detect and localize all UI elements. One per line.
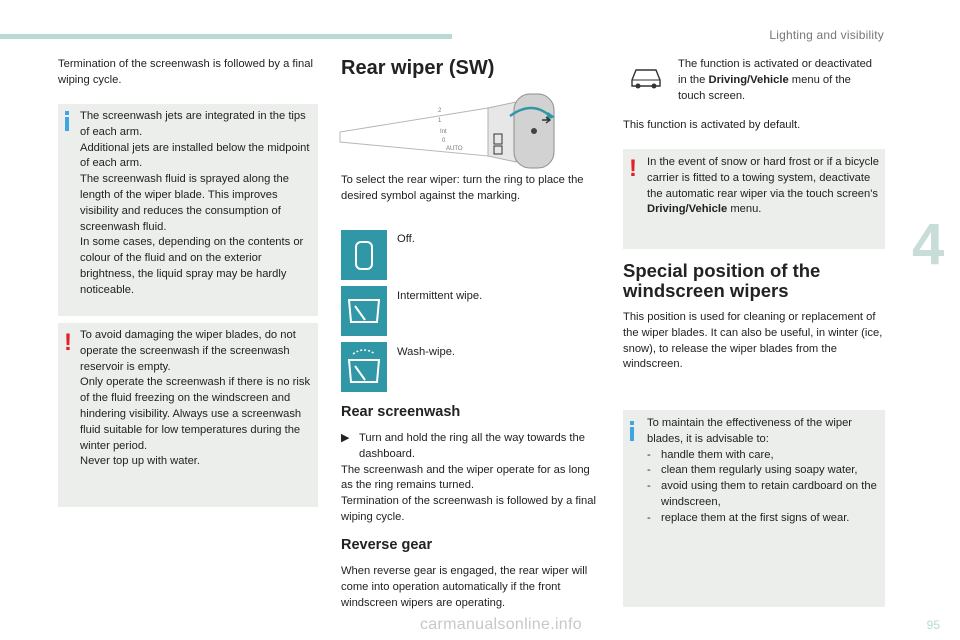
section-title: Lighting and visibility (769, 28, 884, 42)
warning-line-3: Never top up with water. (80, 455, 201, 468)
info-line-2: Additional jets are installed below the midpoint of each arm. (80, 141, 310, 170)
warning-icon: ! (64, 329, 72, 356)
info-box-screenwash (58, 104, 318, 316)
bullet-arrow-icon: ▶ (341, 432, 350, 444)
function-text (678, 57, 878, 104)
snow-warning-text (647, 155, 881, 218)
function-text-menu: Driving/Vehicle (708, 73, 789, 86)
special-title-line-2: windscreen wipers (623, 280, 789, 301)
off-label: Off. (397, 233, 415, 245)
snow-warning-pre: In the event of snow or hard frost or if a bicycle carrier is fitted to a towing system, deactivate the automatic rear wiper via the touch screen's (647, 156, 879, 200)
stalk-label-2: 2 (438, 108, 442, 114)
info-icon (65, 117, 69, 131)
function-text-pre: The function is activated or deactivated in the (678, 58, 873, 86)
info-line-3: The screenwash fluid is sprayed along the length of the wiper blade. This improves visibility and reduces the consumption of screenwash fluid. (80, 173, 289, 233)
watermark: carmanualsonline.info (420, 616, 582, 633)
maintenance-item: - avoid using them to retain cardboard on the windscreen, (647, 479, 881, 511)
reverse-gear-text: When reverse gear is engaged, the rear wiper will come into operation automatically if the front windscreen wipers are operating. (341, 565, 588, 609)
off-icon (341, 230, 387, 280)
rear-screenwash-step: Turn and hold the ring all the way towards the dashboard. (359, 432, 585, 460)
page-number: 95 (926, 618, 940, 632)
special-position-title (623, 261, 820, 301)
info-box-maintenance (623, 410, 885, 607)
maintenance-intro: To maintain the effectiveness of the wiper blades, it is advisable to: (647, 417, 853, 445)
maintenance-item: - handle them with care, (647, 448, 881, 464)
intermittent-wipe-icon (341, 286, 387, 336)
car-icon (628, 62, 664, 90)
warning-box-snow (623, 149, 885, 249)
stalk-label-int: Int (440, 129, 447, 135)
rear-screenwash-body (341, 431, 603, 526)
intermittent-label: Intermittent wipe. (397, 290, 483, 302)
snow-warning-post: menu. (727, 203, 762, 216)
special-position-text: This position is used for cleaning or replacement of the wiper blades. It can also be useful, in winter (ice, snow), to release the wiper blades from the windscreen. (623, 311, 883, 371)
reverse-gear-title: Reverse gear (341, 537, 433, 553)
info-line-1: The screenwash jets are integrated in the tips of each arm. (80, 110, 306, 138)
stalk-label-1: 1 (438, 118, 442, 124)
warning-box-blades (58, 323, 318, 507)
wash-wipe-symbol-tile (341, 342, 387, 392)
wash-wipe-icon (341, 342, 387, 392)
rear-screenwash-text: The screenwash and the wiper operate for as long as the ring remains turned. (341, 463, 590, 492)
function-text-post: menu of the touch screen. (678, 73, 851, 102)
col1-intro: Termination of the screenwash is followed by a final wiping cycle. (58, 58, 313, 86)
info-icon-2 (630, 427, 634, 441)
chapter-number: 4 (912, 212, 945, 277)
stalk-label-0: 0 (442, 138, 446, 144)
rear-wiper-title: Rear wiper (SW) (341, 57, 495, 79)
stalk-label-auto: AUTO (446, 146, 463, 152)
warning-icon-2: ! (629, 155, 637, 182)
info-line-4: In some cases, depending on the contents or colour of the fluid and on the exterior brightness, the liquid spray may be hardly noticeable. (80, 236, 304, 296)
off-symbol-tile (341, 230, 387, 280)
rear-screenwash-title: Rear screenwash (341, 404, 461, 420)
warning-line-2: Only operate the screenwash if there is no risk of the fluid freezing on the windscreen and hindering visibility. Always use a screenwash fluid suitable for low temperatures during the winter period. (80, 376, 311, 452)
select-instructions: To select the rear wiper: turn the ring to place the desired symbol against the marking. (341, 174, 584, 202)
intermittent-symbol-tile (341, 286, 387, 336)
warning-line-1: To avoid damaging the wiper blades, do not operate the screenwash if the screenwash reservoir is empty. (80, 329, 296, 373)
maintenance-item: - clean them regularly using soapy water, (647, 463, 881, 479)
rear-screenwash-text-2: Termination of the screenwash is followed by a final wiping cycle. (341, 495, 596, 523)
header-accent-bar (0, 34, 452, 39)
snow-warning-menu: Driving/Vehicle (647, 203, 728, 216)
default-text: This function is activated by default. (623, 119, 801, 131)
wiper-stalk-illustration (338, 90, 568, 170)
maintenance-item: - replace them at the first signs of wear. (647, 511, 881, 527)
wash-wipe-label: Wash-wipe. (397, 346, 456, 358)
special-title-line-1: Special position of the (623, 260, 821, 281)
